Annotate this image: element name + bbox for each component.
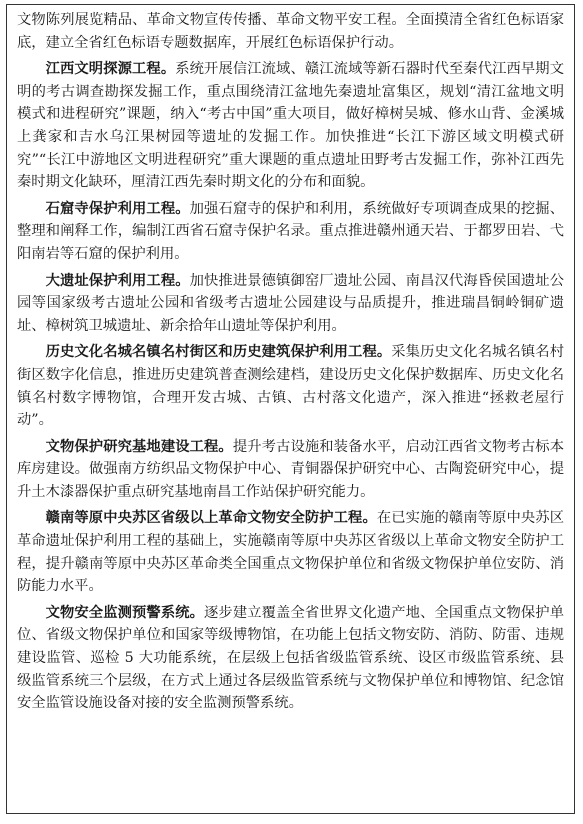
- paragraph-great-sites: [17, 270, 564, 338]
- paragraph-body: 加强石窟寺的保护和利用，系统做好专项调查成果的挖掘、整理和阐释工作，编制江西省石窟寺保护名录。重点推进赣州通天岩、于都罗田岩、弋阳南岩等石窟的保护利用。: [17, 200, 564, 262]
- paragraph-body: 加快推进景德镇御窑厂遗址公园、南昌汉代海昏侯国遗址公园等国家级考古遗址公园和省级考古遗址公园建设与品质提升，推进瑞昌铜岭铜矿遗址、樟树筑卫城遗址、新余拾年山遗址等保护利用。: [17, 272, 564, 334]
- paragraph-heading: 文物保护研究基地建设工程。: [45, 438, 233, 455]
- paragraph-body: 系统开展信江流域、赣江流域等新石器时代至秦代江西早期文明的考古调查勘探发掘工作，重点围绕清江盆地先秦遗址富集区，规划“清江盆地文明模式和进程研究”课题，纳入“考古中国”重大项目，做好樟树吴城、修水山背、金溪城上龚家和吉水乌江果树园等遗址的发掘工作。加快推进“长江下游区域文明模式研究”“长江中游地区文明进程研究”重大课题的重点遗址田野考古发掘工作，弥补江西先秦时期文化缺环，厘清江西先秦时期文化的分布和面貌。: [17, 61, 565, 191]
- paragraph-heading: 历史文化名城名镇名村街区和历史建筑保护利用工程。: [45, 344, 392, 361]
- paragraph-heading: 文物安全监测预警系统。: [45, 604, 205, 621]
- paragraph-historic-cities: [17, 341, 564, 431]
- paragraph-civilization-origin: [17, 58, 564, 194]
- paragraph-body: 采集历史文化名城名镇名村街区数字化信息，推进历史建筑普查测绘建档，建设历史文化保护数据库、历史文化名镇名村数字博物馆，合理开发古城、古镇、古村落文化遗产，深入推进“拯救老屋行动”。: [17, 344, 565, 429]
- paragraph-heading: 石窟寺保护利用工程。: [45, 200, 190, 217]
- paragraph-heading: 江西文明探源工程。: [45, 61, 176, 78]
- paragraph-safety-monitoring: [17, 602, 564, 715]
- paragraph-soviet-area-safety: [17, 507, 564, 597]
- paragraph-body: 在已实施的赣南等原中央苏区革命遗址保护利用工程的基础上，实施赣南等原中央苏区省级以上革命文物安全防护工程，提升赣南等原中央苏区革命类全国重点文物保护单位和省级文物保护单位安防、消防能力水平。: [17, 510, 565, 595]
- paragraph-body: 文物陈列展览精品、革命文物宣传传播、革命文物平安工程。全面摸清全省红色标语家底，建立全省红色标语专题数据库，开展红色标语保护行动。: [17, 12, 564, 51]
- document-frame: [6, 4, 575, 814]
- paragraph-research-bases: [17, 436, 564, 504]
- paragraph-continuation: [17, 9, 564, 54]
- paragraph-heading: 赣南等原中央苏区省级以上革命文物安全防护工程。: [45, 510, 377, 527]
- paragraph-body: 逐步建立覆盖全省世界文化遗产地、全国重点文物保护单位、省级文物保护单位和国家等级博物馆，在功能上包括文物安防、消防、防雷、违规建设监管、巡检 5 大功能系统，在层级上包括省级监管系统、设区市级监管系统、县级监管系统三个层级，在方式上通过各层级监管系统与文物保护单位和博物馆、纪念馆安全监管设施设备对接的安全监测预警系统。: [17, 604, 565, 712]
- paragraph-grotto-protection: [17, 198, 564, 266]
- paragraph-heading: 大遗址保护利用工程。: [45, 272, 190, 289]
- paragraph-body: 提升考古设施和装备水平，启动江西省文物考古标本库房建设。做强南方纺织品文物保护中心、青铜器保护研究中心、古陶瓷研究中心，提升土木漆器保护重点研究基地南昌工作站保护研究能力。: [17, 438, 565, 500]
